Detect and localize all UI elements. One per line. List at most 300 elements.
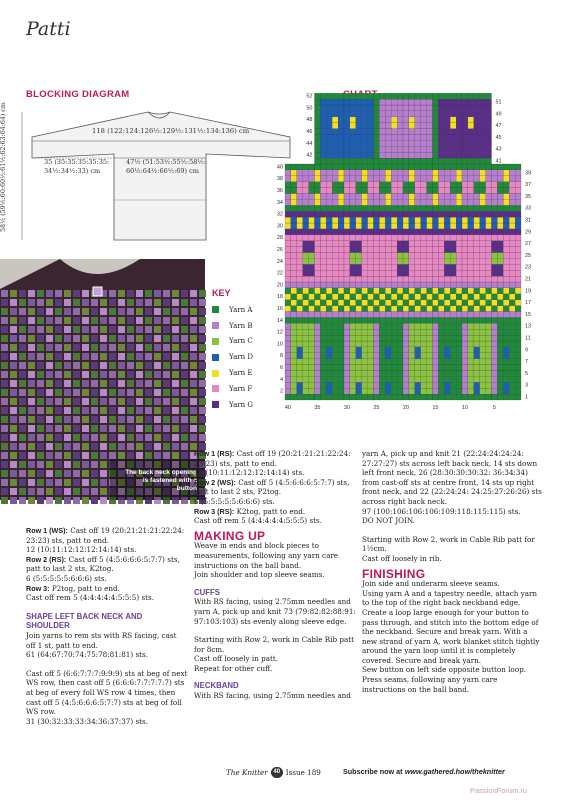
knit-stitch [154,362,161,369]
chart-cell [474,276,480,282]
chart-cell [362,164,368,170]
chart-cell [433,229,439,235]
chart-cell [438,288,444,294]
chart-cell [338,146,344,152]
knit-stitch [28,344,35,351]
chart-cell [456,235,462,241]
chart-cell [385,241,391,247]
knit-stitch [19,461,26,468]
chart-cell [486,317,492,323]
chart-cell [285,176,291,182]
chart-row-label-right: 29 [525,229,532,236]
chart-cell [356,347,362,353]
chart-cell [315,253,321,259]
chart-cell [403,353,409,359]
knit-stitch [172,425,179,432]
chart-cell [391,194,397,200]
knit-stitch [82,308,89,315]
chart-cell [444,247,450,253]
chart-cell [309,223,315,229]
chart-row-label-right: 19 [525,288,532,295]
chart-cell [480,329,486,335]
chart-cell [297,282,303,288]
chart-cell [427,306,433,312]
knit-stitch [118,380,125,387]
knit-stitch [190,335,197,342]
chart-cell [497,253,503,259]
chart-cell [427,176,433,182]
chart-cell [415,388,421,394]
chart-cell [427,229,433,235]
chart-cell [320,99,326,105]
chart-cell [403,223,409,229]
knit-stitch [82,425,89,432]
chart-cell [509,199,515,205]
key-swatch [212,338,219,345]
chart-cell [368,188,374,194]
chart-cell [474,282,480,288]
knit-stitch [199,416,206,423]
chart-cell [320,182,326,188]
chart-cell [486,288,492,294]
knit-stitch [19,353,26,360]
chart-cell [438,93,444,99]
chart-cell [397,99,403,105]
chart-cell [285,235,291,241]
knit-stitch [190,371,197,378]
chart-cell [344,152,350,158]
chart-cell [315,335,321,341]
chart-row-label-left: 2 [279,388,283,395]
chart-cell [438,170,444,176]
chart-cell [326,317,332,323]
chart-cell [338,258,344,264]
chart-cell [315,341,321,347]
chart-cell [362,394,368,400]
knit-stitch [145,371,152,378]
key-swatch [212,401,219,408]
chart-cell [391,223,397,229]
chart-cell [368,347,374,353]
chart-cell [403,294,409,300]
chart-cell [303,217,309,223]
knit-stitch [1,461,8,468]
chart-cell [415,146,421,152]
chart-cell [344,129,350,135]
chart-cell [438,388,444,394]
chart-cell [509,176,515,182]
chart-cell [326,253,332,259]
chart-cell [397,394,403,400]
chart-cell [303,306,309,312]
chart-cell [497,270,503,276]
chart-row-label-right: 45 [495,134,502,141]
chart-cell [320,241,326,247]
chart-cell [468,394,474,400]
chart-cell [480,247,486,253]
chart-cell [344,258,350,264]
chart-cell [397,235,403,241]
chart-cell [379,99,385,105]
chart-cell [509,312,515,318]
chart-cell [320,382,326,388]
chart-cell [350,123,356,129]
knit-stitch [127,344,134,351]
height-label: 58½ (59½:60:60½:61½:62:63:64:64) cm [0,102,7,232]
chart-cell [409,105,415,111]
chart-cell [344,235,350,241]
chart-cell [344,205,350,211]
chart-cell [450,194,456,200]
chart-cell [444,158,450,164]
chart-cell [362,111,368,117]
chart-cell [462,235,468,241]
chart-cell [397,146,403,152]
chart-cell [403,347,409,353]
chart-cell [433,140,439,146]
key-item [212,349,272,365]
chart-cell [433,152,439,158]
chart-cell [344,223,350,229]
knit-stitch [154,452,161,459]
chart-cell [362,371,368,377]
chart-cell [474,253,480,259]
chart-cell [456,353,462,359]
chart-cell [403,140,409,146]
chart-cell [385,312,391,318]
chart-cell [344,146,350,152]
chart-cell [421,152,427,158]
chart-cell [427,264,433,270]
chart-cell [326,211,332,217]
chart-cell [285,182,291,188]
knit-stitch [118,416,125,423]
chart-cell [385,117,391,123]
knit-stitch [55,479,62,486]
chart-cell [350,129,356,135]
chart-row-label-left: 32 [276,211,283,218]
chart-cell [368,359,374,365]
chart-cell [332,323,338,329]
knit-stitch [118,398,125,405]
chart-cell [344,241,350,247]
chart-cell [368,146,374,152]
chart-cell [486,371,492,377]
knit-stitch [199,317,206,324]
chart-cell [397,182,403,188]
chart-cell [362,365,368,371]
chart-cell [503,176,509,182]
chart-cell [344,365,350,371]
chart-cell [468,158,474,164]
chart-cell [297,288,303,294]
chart-cell [338,123,344,129]
finishing-text-1: Join side and underarm sleeve seams. [362,579,500,589]
knit-stitch [82,452,89,459]
chart-cell [433,158,439,164]
chart-cell [509,300,515,306]
chart-cell [356,123,362,129]
knit-stitch [118,425,125,432]
chart-cell [456,323,462,329]
chart-cell [338,158,344,164]
chart-cell [356,388,362,394]
chart-cell [456,105,462,111]
chart-cell [309,323,315,329]
chart-cell [415,199,421,205]
chart-cell [433,241,439,247]
chart-cell [391,376,397,382]
chart-cell [486,276,492,282]
chart-cell [468,170,474,176]
chart-cell [509,288,515,294]
chart-cell [379,376,385,382]
chart-cell [444,306,450,312]
chart-cell [303,188,309,194]
chart-cell [285,253,291,259]
knit-stitch [64,317,71,324]
knit-stitch [136,353,143,360]
knit-stitch [136,389,143,396]
chart-cell [474,93,480,99]
chart-cell [332,365,338,371]
chart-cell [462,135,468,141]
chart-cell [297,347,303,353]
chart-cell [450,176,456,182]
chart-cell [421,146,427,152]
knit-stitch [82,461,89,468]
chart-cell [291,247,297,253]
chart-cell [492,282,498,288]
chart-cell [397,93,403,99]
chart-cell [374,241,380,247]
chart-cell [427,135,433,141]
chart-cell [456,164,462,170]
chart-cell [480,276,486,282]
chart-cell [468,306,474,312]
chart-cell [456,170,462,176]
finishing-text-2: Using yarn A and a tapestry needle, attach yarn to the top of the right back neckband edge. Create a loop large enough for your button to pass through, and stitch into the bottom edge of the neckband. Secure and break yarn. With a new strand of yarn A, work blanket stitch tightly around the yarn loop until it is completely covered. Secure and break yarn. [362,588,540,665]
chart-cell [468,288,474,294]
chart-cell [509,335,515,341]
chart-cell [462,170,468,176]
chart-cell [492,264,498,270]
chart-cell [403,329,409,335]
knit-stitch [172,299,179,306]
cuffs-text-4: Repeat for other cuff. [194,663,273,673]
neckband-rib-text: Starting with Row 2, work in Cable Rib patt for 1½cm. [362,534,535,554]
chart-cell [486,258,492,264]
chart-cell [374,140,380,146]
chart-cell [509,382,515,388]
chart-cell [427,158,433,164]
chart-cell [385,394,391,400]
chart-cell [450,111,456,117]
knit-stitch [55,344,62,351]
chart-cell [450,241,456,247]
chart-cell [332,258,338,264]
chart-cell [415,217,421,223]
chart-cell [415,353,421,359]
chart-cell [415,205,421,211]
chart-cell [397,264,403,270]
chart-cell [433,282,439,288]
chart-cell [374,111,380,117]
chart-cell [403,306,409,312]
knit-stitch [145,362,152,369]
chart-cell [515,194,521,200]
chart-cell [385,359,391,365]
knit-stitch [64,470,71,477]
chart-cell [444,152,450,158]
chart-cell [291,199,297,205]
key-item [212,302,272,318]
chart-cell [315,223,321,229]
chart-row-label-left: 4 [279,376,283,383]
chart-cell [427,164,433,170]
chart-cell [391,135,397,141]
chart-cell [444,376,450,382]
chart-cell [326,335,332,341]
knit-stitch [136,335,143,342]
knit-stitch [73,389,80,396]
knit-stitch [100,362,107,369]
chart-cell [368,394,374,400]
chart-cell [326,223,332,229]
chart-cell [450,341,456,347]
chart-cell [486,376,492,382]
chart-cell [338,371,344,377]
chart-cell [315,282,321,288]
chart-cell [480,288,486,294]
chart-cell [427,258,433,264]
knit-stitch [199,380,206,387]
chart-cell [374,312,380,318]
chart-cell [492,294,498,300]
knit-stitch [100,461,107,468]
chart-cell [297,170,303,176]
chart-cell [309,388,315,394]
chart-cell [492,229,498,235]
chart-cell [356,264,362,270]
chart-cell [468,164,474,170]
chart-cell [297,176,303,182]
chart-cell [332,347,338,353]
chart-cell [379,188,385,194]
chart-cell [497,359,503,365]
chart-cell [415,135,421,141]
knit-stitch [91,479,98,486]
chart-cell [403,229,409,235]
chart-cell [350,205,356,211]
chart-cell [297,394,303,400]
chart-cell [391,394,397,400]
knit-stitch [10,416,17,423]
chart-cell [480,217,486,223]
chart-cell [474,294,480,300]
chart-cell [503,235,509,241]
knit-stitch [82,335,89,342]
chart-cell [338,270,344,276]
knit-stitch [10,479,17,486]
key-list [212,302,272,413]
chart-cell [462,312,468,318]
chart-cell [492,199,498,205]
knit-stitch [73,353,80,360]
chart-cell [362,306,368,312]
cast-off-count: 31 (30:32:33:33:34:36:37:37) sts. [26,716,148,726]
chart-cell [368,388,374,394]
knit-stitch [1,371,8,378]
chart-cell [338,288,344,294]
chart-cell [315,365,321,371]
chart-cell [515,205,521,211]
chart-cell [391,170,397,176]
chart-cell [397,258,403,264]
col2-row1: Row 1 (RS): Cast off 19 (20:21:21:21:22:24: 23:23) sts, patt to end. [194,449,351,468]
chart-cell [403,359,409,365]
chart-cell [444,182,450,188]
chart-cell [350,211,356,217]
chart-cell [385,294,391,300]
chart-cell [433,353,439,359]
chart-cell [462,205,468,211]
chart-cell [456,99,462,105]
knit-stitch [37,425,44,432]
chart-cell [326,140,332,146]
chart-cell [385,382,391,388]
chart-cell [338,317,344,323]
knit-stitch [172,326,179,333]
chart-cell [433,235,439,241]
chart-cell [297,211,303,217]
chart-cell [480,111,486,117]
chart-cell [438,194,444,200]
subscribe-url[interactable]: www.gathered.how/theknitter [404,767,505,776]
chart-cell [450,99,456,105]
knit-stitch [64,434,71,441]
knit-stitch [100,470,107,477]
chart-cell [409,199,415,205]
chart-cell [421,253,427,259]
chart-cell [515,288,521,294]
chart-cell [474,129,480,135]
knit-stitch [46,317,53,324]
chart-cell [409,229,415,235]
chart-cell [344,347,350,353]
chart-cell [332,388,338,394]
chart-cell [421,235,427,241]
chart-cell [444,223,450,229]
chart-cell [468,176,474,182]
knit-stitch [172,398,179,405]
knit-stitch [118,443,125,450]
chart-cell [332,158,338,164]
width-label: 118 (122:124:126½:129½:131½:134:136) cm [92,127,250,135]
chart-cell [415,347,421,353]
chart-cell [450,388,456,394]
chart-cell [362,270,368,276]
chart-cell [332,152,338,158]
chart-cell [391,294,397,300]
chart-cell [309,253,315,259]
knit-stitch [109,398,116,405]
chart-cell [350,170,356,176]
knit-stitch [109,443,116,450]
chart-cell [350,353,356,359]
chart-cell [468,335,474,341]
chart-cell [409,99,415,105]
